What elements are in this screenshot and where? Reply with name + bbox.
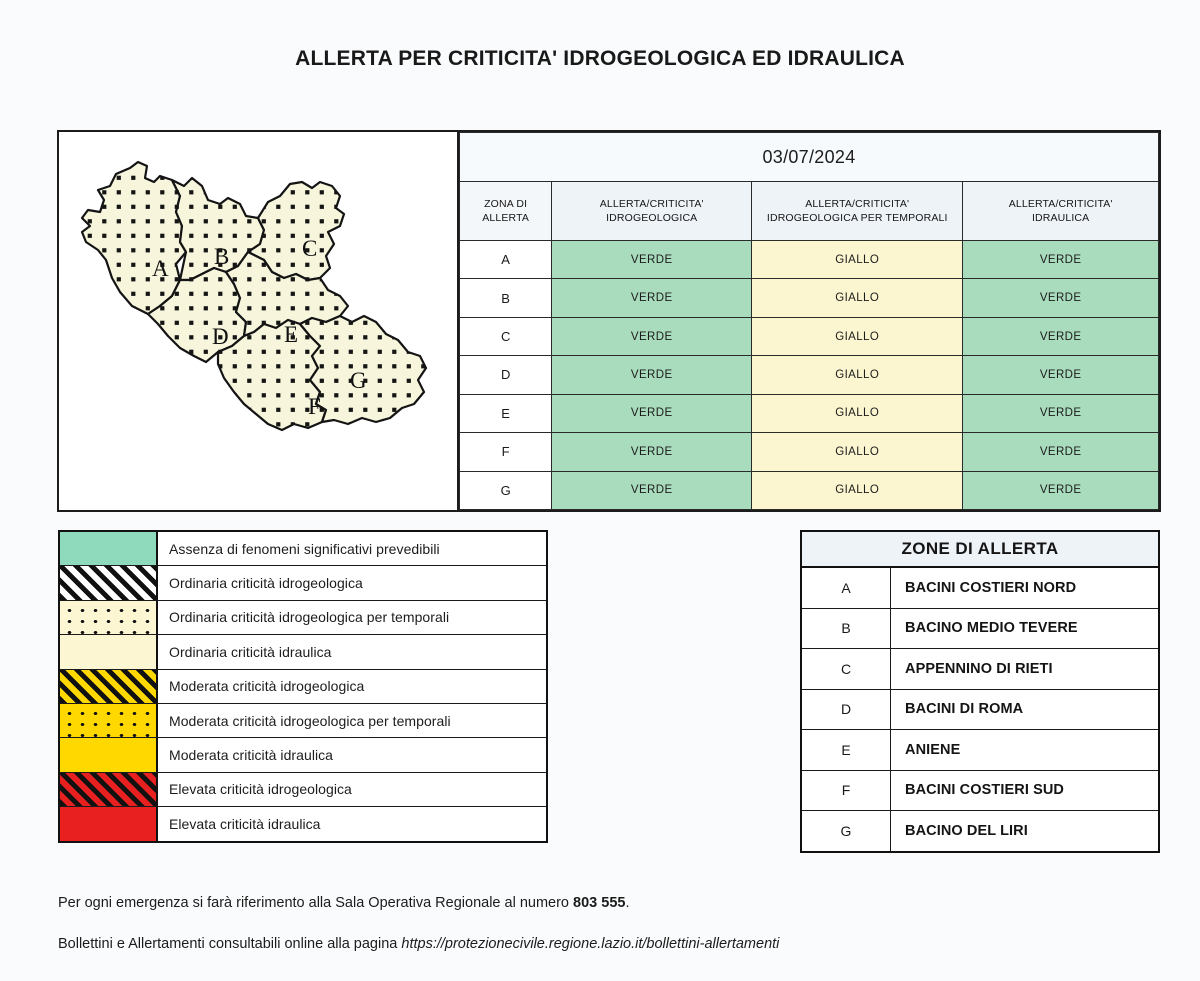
- map-zone-a: [82, 162, 186, 314]
- table-row: [460, 241, 1159, 279]
- alert-table: [459, 132, 1159, 510]
- map-label-e: E: [284, 322, 299, 347]
- legend-label: Moderata criticità idrogeologica: [169, 678, 365, 695]
- row-zone-letter: C: [460, 317, 552, 355]
- legend-item: [60, 635, 546, 669]
- footer-bulletin-line: [58, 936, 1158, 952]
- map-svg: [68, 156, 448, 486]
- legend-swatch-dots-pale-yellow: [60, 601, 158, 634]
- map-label-c: C: [302, 236, 318, 261]
- footer: [58, 895, 1158, 977]
- row-status-idraulica: VERDE: [963, 317, 1159, 355]
- footer-text-pre: Bollettini e Allertamenti consultabili online alla pagina: [58, 936, 402, 952]
- legend-item: [60, 601, 546, 635]
- row-status-temporali: GIALLO: [752, 241, 963, 279]
- header-line-2: IDROGEOLOGICA PER TEMPORALI: [766, 212, 948, 224]
- zone-name: BACINO DEL LIRI: [905, 822, 1028, 839]
- row-status-idrogeologica: VERDE: [552, 317, 752, 355]
- legend-swatch-yellow: [60, 738, 158, 771]
- zones-title: ZONE DI ALLERTA: [802, 532, 1158, 568]
- row-status-idrogeologica: VERDE: [552, 394, 752, 432]
- map-label-d: D: [212, 324, 229, 349]
- zone-letter: D: [802, 690, 891, 730]
- map-label-b: B: [214, 244, 230, 269]
- row-status-idraulica: VERDE: [963, 279, 1159, 317]
- header-line-2: IDRAULICA: [1031, 212, 1090, 224]
- row-status-idraulica: VERDE: [963, 394, 1159, 432]
- legend-item: [60, 807, 546, 840]
- footer-text-pre: Per ogni emergenza si farà riferimento alla Sala Operativa Regionale al numero: [58, 895, 574, 911]
- legend-swatch-hatch-red: [60, 773, 158, 806]
- legend-swatch-verde: [60, 532, 158, 565]
- legend-label: Moderata criticità idrogeologica per temporali: [169, 712, 451, 729]
- row-zone-letter: F: [460, 433, 552, 471]
- table-row: [460, 394, 1159, 432]
- row-status-idraulica: VERDE: [963, 433, 1159, 471]
- table-date-row: [460, 133, 1159, 182]
- legend-item: [60, 704, 546, 738]
- row-zone-letter: G: [460, 471, 552, 509]
- zone-letter: B: [802, 609, 891, 649]
- header-line-1: ZONA DI: [484, 197, 528, 210]
- footer-emergency-line: [58, 895, 1158, 911]
- row-zone-letter: B: [460, 279, 552, 317]
- zone-letter: G: [802, 811, 891, 851]
- page-title: ALLERTA PER CRITICITA' IDROGEOLOGICA ED IDRAULICA: [295, 47, 905, 70]
- legend-item: [60, 532, 546, 566]
- row-status-idrogeologica: VERDE: [552, 279, 752, 317]
- legend-swatch-red: [60, 807, 158, 840]
- row-zone-letter: E: [460, 394, 552, 432]
- footer-text-post: .: [625, 895, 630, 911]
- row-status-idrogeologica: VERDE: [552, 471, 752, 509]
- header-line-1: ALLERTA/CRITICITA': [1008, 197, 1113, 210]
- row-status-temporali: GIALLO: [752, 317, 963, 355]
- alert-table-container: [459, 132, 1159, 510]
- zone-letter: E: [802, 730, 891, 770]
- zone-name: BACINI DI ROMA: [905, 701, 1024, 718]
- table-row: [460, 471, 1159, 509]
- zone-row: [802, 690, 1158, 731]
- lazio-alert-zones-map: [59, 132, 459, 510]
- legend-label: Elevata criticità idrogeologica: [169, 781, 352, 798]
- zone-name: BACINI COSTIERI NORD: [905, 579, 1077, 596]
- zone-row: [802, 811, 1158, 851]
- row-status-temporali: GIALLO: [752, 279, 963, 317]
- table-row: [460, 317, 1159, 355]
- legend-swatch-pale-yellow: [60, 635, 158, 668]
- table-row: [460, 356, 1159, 394]
- header-criticita-idrogeologica: [552, 182, 752, 241]
- zone-letter: A: [802, 568, 891, 608]
- emergency-number: 803 555: [573, 895, 626, 911]
- legend-box: [58, 530, 548, 843]
- row-status-temporali: GIALLO: [752, 471, 963, 509]
- legend-swatch-dots-yellow: [60, 704, 158, 737]
- table-row: [460, 433, 1159, 471]
- table-row: [460, 279, 1159, 317]
- legend-swatch-hatch-yellow: [60, 670, 158, 703]
- row-status-idraulica: VERDE: [963, 356, 1159, 394]
- bulletin-url[interactable]: https://protezionecivile.regione.lazio.it/bollettini-allertamenti: [401, 936, 780, 952]
- zone-name: BACINO MEDIO TEVERE: [905, 620, 1078, 637]
- legend-label: Ordinaria criticità idraulica: [169, 643, 332, 660]
- zone-name: ANIENE: [905, 741, 961, 758]
- title-bar: [0, 0, 1200, 118]
- row-status-temporali: GIALLO: [752, 356, 963, 394]
- legend-label: Elevata criticità idraulica: [169, 815, 321, 832]
- zone-row: [802, 771, 1158, 812]
- legend-item: [60, 566, 546, 600]
- zones-legend-box: [800, 530, 1160, 853]
- row-status-idrogeologica: VERDE: [552, 241, 752, 279]
- header-line-1: ALLERTA/CRITICITA': [599, 197, 704, 210]
- row-zone-letter: A: [460, 241, 552, 279]
- legend-label: Assenza di fenomeni significativi prevedibili: [169, 540, 440, 557]
- header-zona-di-allerta: [460, 182, 552, 241]
- zone-letter: F: [802, 771, 891, 811]
- row-status-idraulica: VERDE: [963, 471, 1159, 509]
- header-criticita-idraulica: [963, 182, 1159, 241]
- row-status-temporali: GIALLO: [752, 433, 963, 471]
- legend-label: Ordinaria criticità idrogeologica: [169, 575, 363, 592]
- zone-letter: C: [802, 649, 891, 689]
- row-status-idrogeologica: VERDE: [552, 433, 752, 471]
- zone-row: [802, 730, 1158, 771]
- legend-label: Ordinaria criticità idrogeologica per temporali: [169, 609, 450, 626]
- zone-name: APPENNINO DI RIETI: [905, 660, 1053, 677]
- top-panel: [57, 130, 1161, 512]
- header-line-2: ALLERTA: [482, 212, 530, 224]
- bulletin-date: 03/07/2024: [460, 133, 1159, 182]
- header-line-1: ALLERTA/CRITICITA': [805, 197, 910, 210]
- legend-item: [60, 670, 546, 704]
- row-status-temporali: GIALLO: [752, 394, 963, 432]
- header-line-2: IDROGEOLOGICA: [606, 212, 698, 224]
- legend-swatch-hatch-black: [60, 566, 158, 599]
- map-label-a: A: [152, 256, 169, 281]
- row-status-idrogeologica: VERDE: [552, 356, 752, 394]
- row-status-idraulica: VERDE: [963, 241, 1159, 279]
- row-zone-letter: D: [460, 356, 552, 394]
- map-label-f: F: [308, 394, 321, 419]
- header-criticita-idrogeologica-temporali: [752, 182, 963, 241]
- zone-row: [802, 568, 1158, 609]
- legend-label: Moderata criticità idraulica: [169, 747, 334, 764]
- legend-item: [60, 738, 546, 772]
- map-label-g: G: [350, 368, 367, 393]
- zone-row: [802, 649, 1158, 690]
- zone-name: BACINI COSTIERI SUD: [905, 782, 1064, 799]
- zone-row: [802, 609, 1158, 650]
- table-header-row: [460, 182, 1159, 241]
- legend-item: [60, 773, 546, 807]
